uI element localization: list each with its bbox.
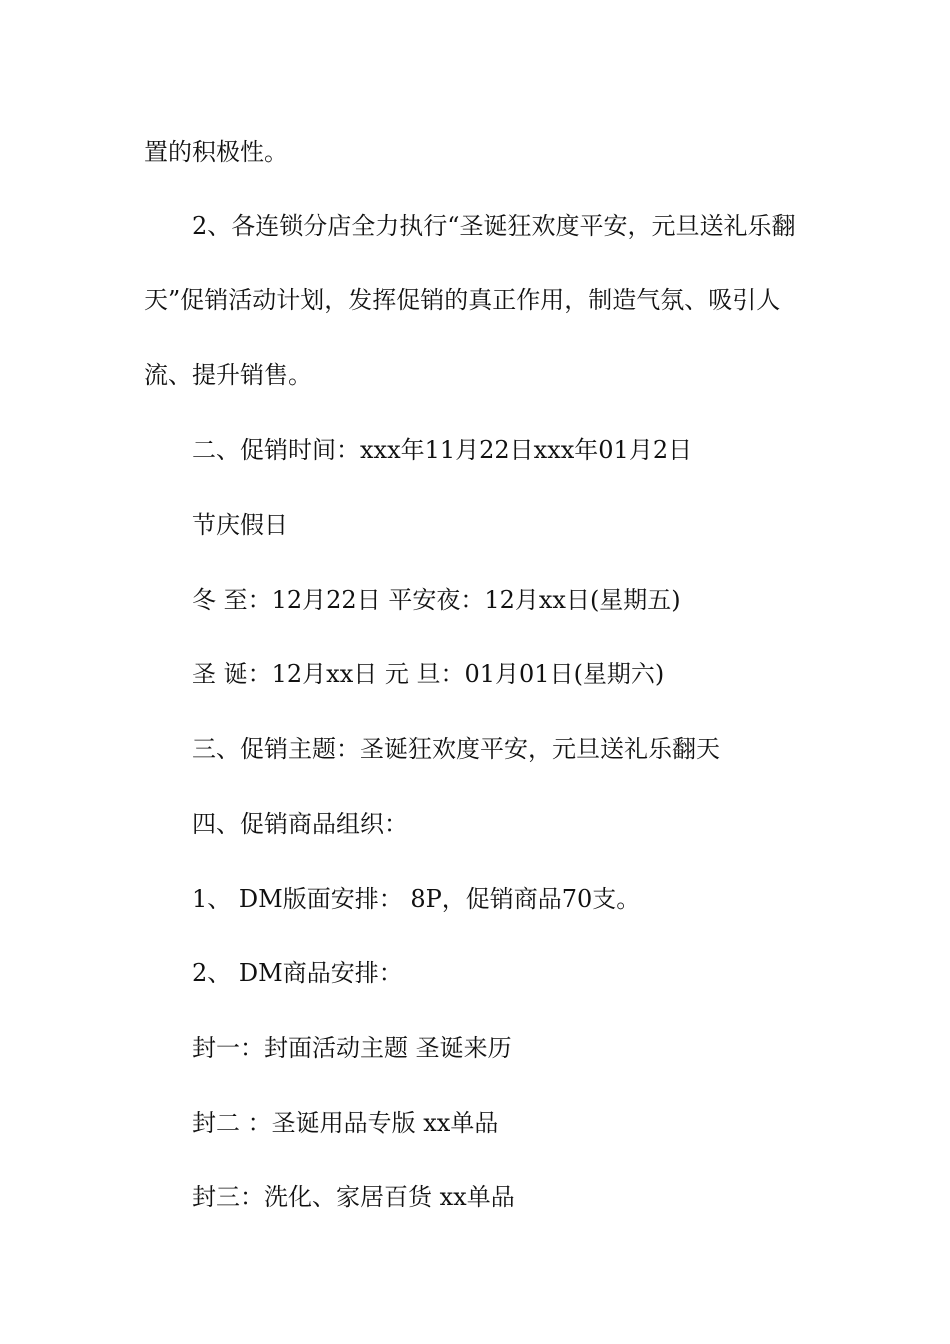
- text-line-4: 流、提升销售。: [144, 361, 312, 389]
- cover-1-line: 封一：封面活动主题 圣诞来历: [192, 1034, 512, 1062]
- holiday-line-2: 圣 诞：12月xx日 元 旦：01月01日(星期六): [192, 660, 665, 688]
- holiday-line-1: 冬 至：12月22日 平安夜：12月xx日(星期五): [192, 586, 681, 614]
- promo-time-line: 二、促销时间：xxx年11月22日xxx年01月2日: [192, 436, 693, 464]
- dm-layout-line: 1、 DM版面安排： 8P，促销商品70支。: [192, 885, 641, 913]
- text-line-2: 2、各连锁分店全力执行“圣诞狂欢度平安，元旦送礼乐翻: [192, 212, 796, 240]
- cover-2-line: 封二 ：圣诞用品专版 xx单品: [192, 1109, 499, 1137]
- holiday-heading: 节庆假日: [192, 511, 288, 539]
- promo-theme-line: 三、促销主题：圣诞狂欢度平安，元旦送礼乐翻天: [192, 735, 720, 763]
- text-line-3: 天”促销活动计划，发挥促销的真正作用，制造气氛、吸引人: [144, 286, 781, 314]
- dm-goods-line: 2、 DM商品安排：: [192, 959, 403, 987]
- cover-3-line: 封三：洗化、家居百货 xx单品: [192, 1183, 515, 1211]
- text-line-1: 置的积极性。: [144, 138, 288, 166]
- promo-goods-heading: 四、促销商品组织：: [192, 810, 408, 838]
